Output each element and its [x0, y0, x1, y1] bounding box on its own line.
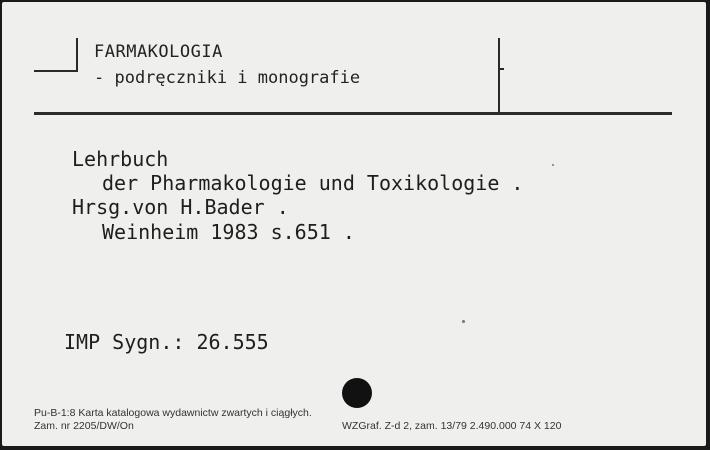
header-frame-line: [498, 38, 500, 112]
section-subtitle: - podręczniki i monografie: [94, 68, 361, 88]
entry-line-2: der Pharmakologie und Toxikologie .: [102, 171, 524, 195]
section-title: FARMAKOLOGIA: [94, 42, 223, 62]
paper-speck: [462, 320, 465, 323]
header-frame-tick: [498, 68, 504, 70]
header-frame-line: [76, 38, 78, 72]
punch-hole: [342, 378, 372, 408]
paper-speck: [552, 164, 554, 166]
call-number: IMP Sygn.: 26.555: [64, 330, 269, 354]
header-frame-line: [34, 70, 78, 72]
entry-line-1: Lehrbuch: [72, 147, 169, 171]
catalog-card: [2, 2, 706, 446]
entry-line-3: Hrsg.von H.Bader .: [72, 195, 289, 219]
footer-line-2-right: WZGraf. Z-d 2, zam. 13/79 2.490.000 74 X 120: [342, 420, 562, 432]
entry-line-4: Weinheim 1983 s.651 .: [102, 220, 355, 244]
header-rule: [34, 112, 672, 115]
footer-line-2-left: Zam. nr 2205/DW/On: [34, 420, 134, 432]
footer-line-1: Pu-B-1:8 Karta katalogowa wydawnictw zwartych i ciągłych.: [34, 407, 312, 419]
